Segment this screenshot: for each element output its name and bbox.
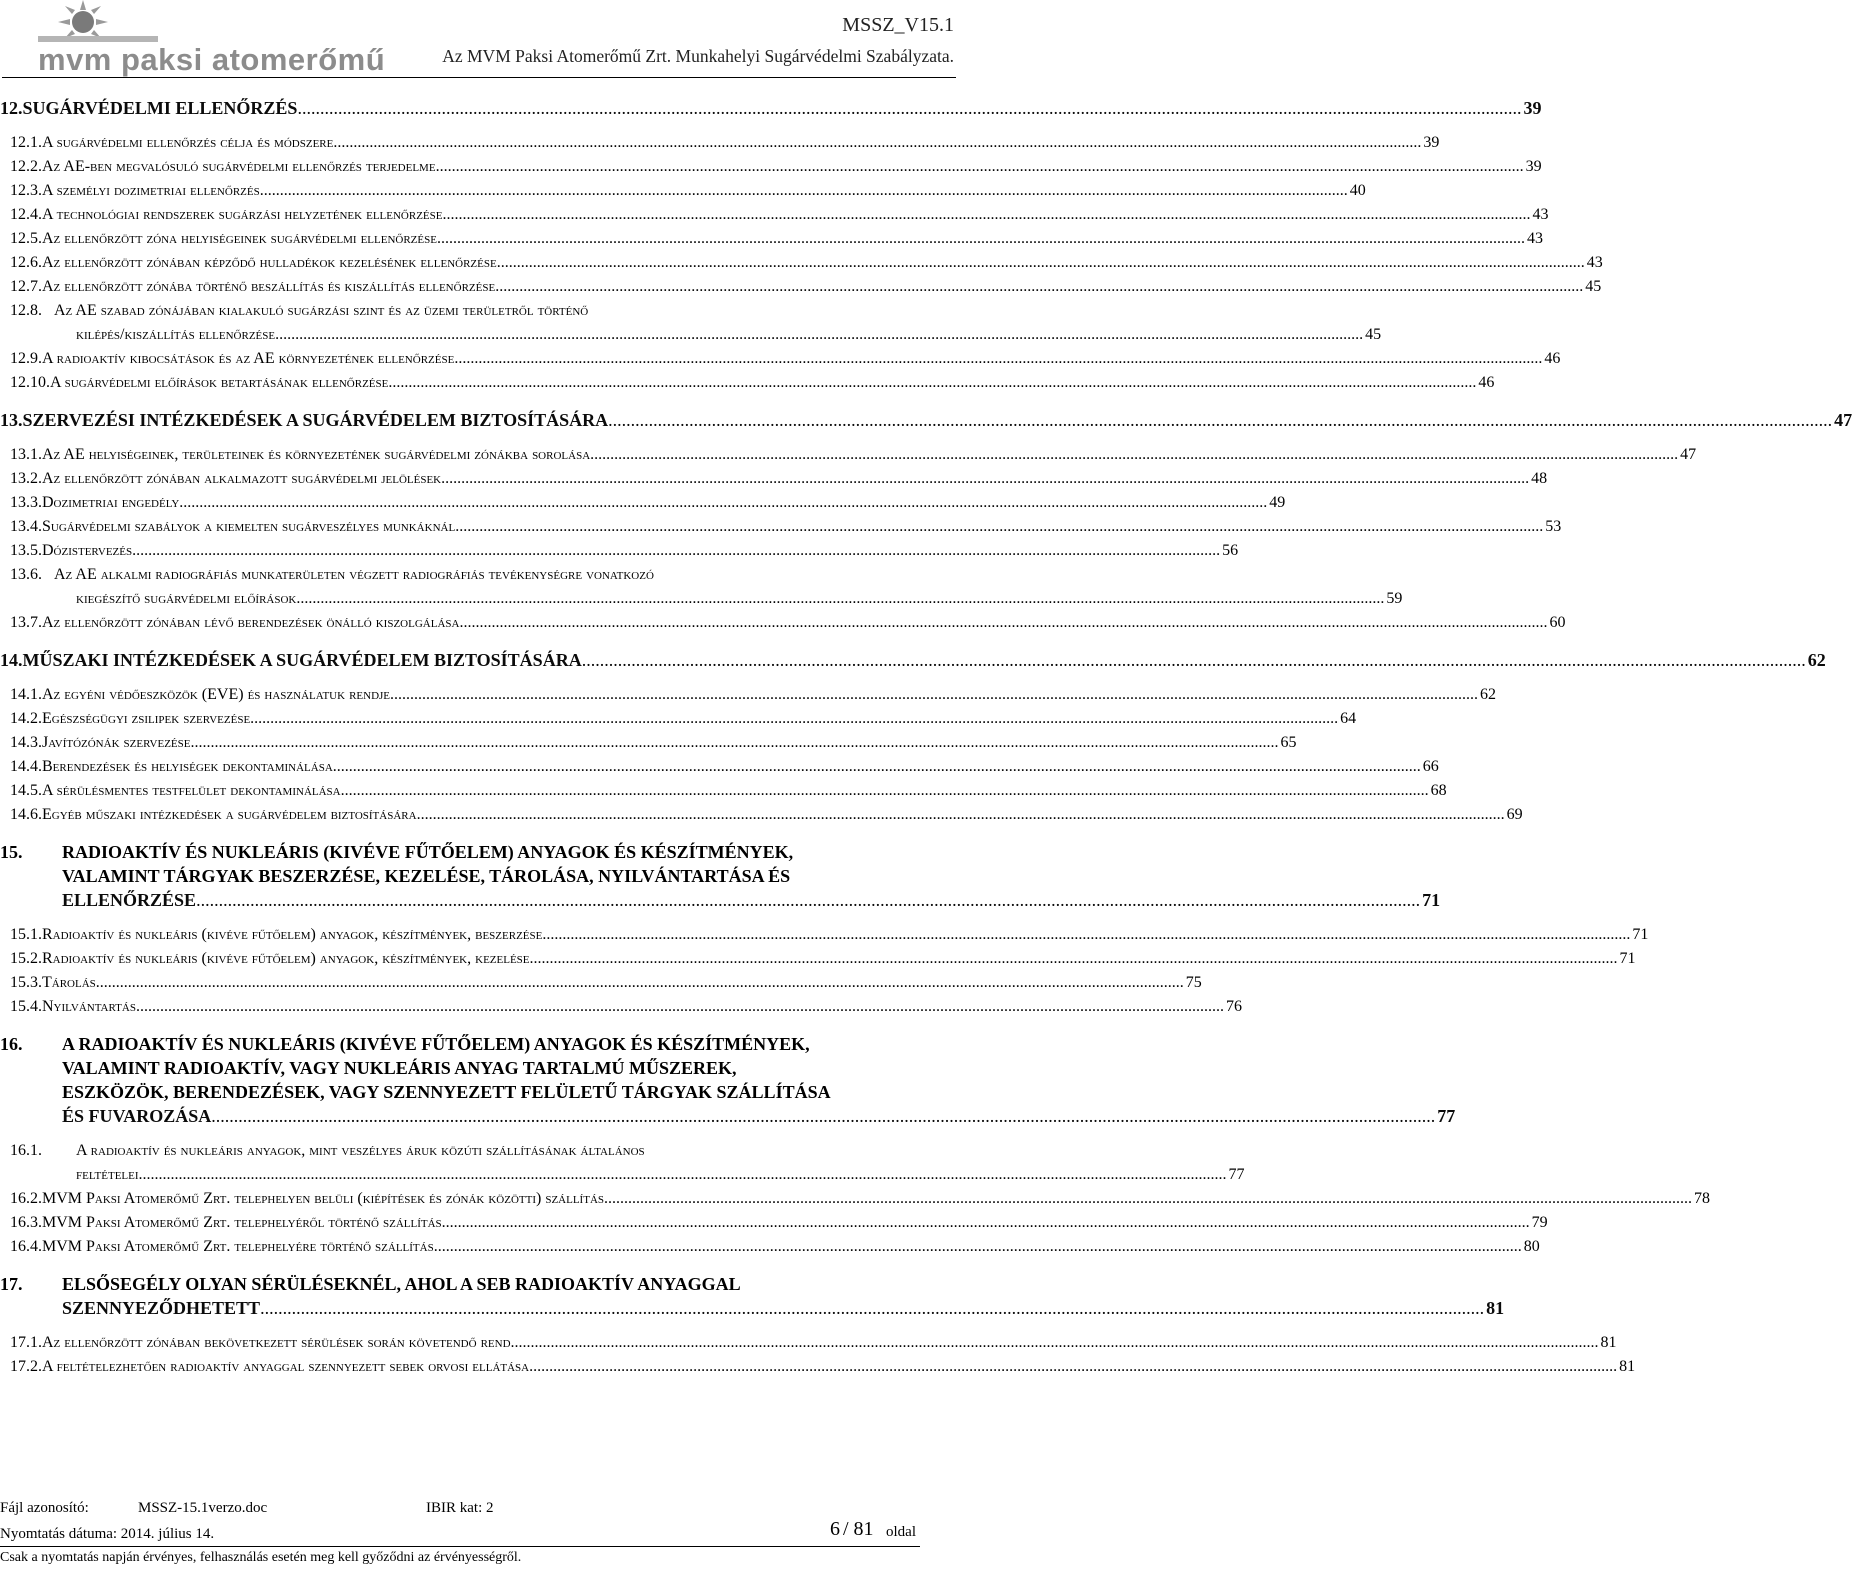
toc-title: Az AE-ben megvalósuló sugárvédelmi ellenőrzés terjedelme [42, 158, 436, 175]
toc-page: 79 [1531, 1214, 1548, 1231]
toc-entry-12-5[interactable] [10, 230, 1543, 248]
toc-title: Dozimetriai engedély [42, 494, 180, 511]
file-id-label: Fájl azonosító: [0, 1500, 89, 1516]
toc-page: 78 [1694, 1190, 1710, 1207]
toc-entry-12-6[interactable] [10, 254, 1603, 272]
toc-page: 45 [1365, 326, 1382, 343]
file-id-value: MSSZ-15.1verzo.doc [138, 1500, 268, 1516]
toc-entry-16-line1[interactable] [0, 1034, 810, 1055]
page-current: 6 [830, 1518, 840, 1540]
toc-leader [590, 446, 1678, 464]
toc-leader [442, 1214, 1530, 1232]
toc-number: 14. [0, 650, 23, 670]
toc-entry-13-1[interactable] [10, 446, 1697, 464]
toc-page: 76 [1225, 998, 1242, 1015]
toc-page: 81 [1600, 1334, 1617, 1351]
toc-entry-15-3[interactable] [10, 974, 1202, 992]
toc-entry-13-3[interactable] [10, 494, 1286, 512]
footer-divider [0, 1546, 920, 1547]
toc-entry-12-2[interactable] [10, 158, 1542, 176]
toc-entry-17-2[interactable] [10, 1358, 1636, 1376]
toc-leader [542, 926, 1630, 944]
toc-title: Berendezések és helyiségek dekontaminálása [42, 758, 333, 775]
toc-leader [390, 686, 1478, 704]
toc-leader [459, 614, 1547, 632]
toc-entry-17-1[interactable] [10, 1334, 1617, 1352]
toc-page: 64 [1340, 710, 1357, 727]
toc-page: 68 [1430, 782, 1447, 799]
toc-leader [434, 1238, 1522, 1256]
toc-leader [333, 758, 1421, 776]
toc-leader [179, 494, 1267, 512]
toc-entry-13-2[interactable] [10, 470, 1548, 488]
toc-number: 13.5. [10, 542, 42, 559]
toc-page: 56 [1222, 542, 1239, 559]
toc-number: 15.1. [10, 926, 42, 943]
toc-page: 75 [1185, 974, 1202, 991]
toc-leader [442, 206, 1530, 224]
toc-title: A sérülésmentes testfelület dekontaminálása [42, 782, 341, 799]
toc-page: 81 [1619, 1358, 1636, 1375]
toc-entry-14-5[interactable] [10, 782, 1447, 800]
toc-number: 17. [0, 1274, 23, 1294]
logo-wordmark: mvm paksi atomerőmű [38, 42, 386, 77]
toc-page: 80 [1523, 1238, 1540, 1255]
toc-title: Az ellenőrzött zóna helyiségeinek sugárvédelmi ellenőrzése [42, 230, 437, 247]
toc-title: Javítózónák szervezése [42, 734, 191, 751]
toc-entry-14-6[interactable] [10, 806, 1523, 824]
toc-leader [132, 542, 1220, 560]
toc-leader [388, 374, 1476, 392]
toc-title: Nyilvántartás [42, 998, 136, 1015]
toc-number: 12.6. [10, 254, 42, 271]
toc-entry-14[interactable] [0, 650, 1826, 671]
toc-page: 62 [1807, 650, 1826, 670]
toc-title-continued: ÉS FUVAROZÁSA [62, 1106, 212, 1126]
toc-title: A feltételezhetően radioaktív anyaggal szennyezett sebek orvosi ellátása [42, 1358, 530, 1375]
toc-number: 16.2. [10, 1190, 42, 1207]
toc-title: Az ellenőrzött zónában bekövetkezett sérülések során követendő rend [42, 1334, 511, 1351]
toc-page: 66 [1422, 758, 1439, 775]
toc-leader [297, 98, 1521, 119]
toc-page: 71 [1619, 950, 1636, 967]
toc-leader [260, 182, 1348, 200]
toc-number: 15. [0, 842, 23, 862]
toc-entry-16-1-line2[interactable] [76, 1166, 1245, 1184]
toc-entry-12-8-line2[interactable] [76, 326, 1382, 344]
toc-number: 13.4. [10, 518, 42, 535]
toc-page: 47 [1834, 410, 1852, 430]
toc-leader [139, 1166, 1227, 1184]
toc-entry-13-7[interactable] [10, 614, 1566, 632]
toc-number: 12.9. [10, 350, 42, 367]
toc-page: 39 [1525, 158, 1542, 175]
toc-title: SZERVEZÉSI INTÉZKEDÉSEK A SUGÁRVÉDELEM BIZTOSÍTÁSÁRA [22, 410, 609, 430]
toc-entry-14-2[interactable] [10, 710, 1357, 728]
toc-page: 65 [1280, 734, 1297, 751]
toc-number: 14.1. [10, 686, 42, 703]
toc-title: Az ellenőrzött zónában képződő hulladékok kezelésének ellenőrzése [42, 254, 497, 271]
toc-title-continued: kiegészítő sugárvédelmi előírások [76, 590, 297, 607]
toc-number: 13.1. [10, 446, 42, 463]
toc-number: 12.7. [10, 278, 42, 295]
toc-number: 13.6. [10, 566, 42, 583]
toc-title: Tárolás [42, 974, 96, 991]
toc-leader [455, 518, 1543, 536]
toc-leader [190, 734, 1278, 752]
toc-entry-15-1[interactable] [10, 926, 1649, 944]
toc-title: ELSŐSEGÉLY OLYAN SÉRÜLÉSEKNÉL, AHOL A SEB RADIOAKTÍV ANYAGGAL [62, 1274, 741, 1294]
toc-leader [454, 350, 1542, 368]
toc-leader [604, 1190, 1692, 1208]
toc-title: A sugárvédelmi ellenőrzés célja és módszere [42, 134, 334, 151]
toc-entry-15-line1[interactable] [0, 842, 793, 863]
toc-entry-15-line3[interactable] [62, 890, 1441, 911]
toc-number: 15.2. [10, 950, 42, 967]
toc-page: 69 [1506, 806, 1523, 823]
page-total: / 81 [843, 1518, 874, 1540]
toc-entry-16-3[interactable] [10, 1214, 1548, 1232]
toc-number: 13.7. [10, 614, 42, 631]
toc-number: 16.3. [10, 1214, 42, 1231]
toc-title: Sugárvédelmi szabályok a kiemelten sugárveszélyes munkáknál [42, 518, 456, 535]
toc-leader [529, 1358, 1617, 1376]
toc-number: 16. [0, 1034, 23, 1054]
toc-page: 47 [1680, 446, 1697, 463]
toc-leader [333, 134, 1421, 152]
toc-title: Az ellenőrzött zónába történő beszállítás és kiszállítás ellenőrzése [42, 278, 496, 295]
toc-leader [296, 590, 1384, 608]
toc-number: 14.6. [10, 806, 42, 823]
toc-number: 12.8. [10, 302, 42, 319]
toc-title: MVM Paksi Atomerőmű Zrt. telephelyére történő szállítás [42, 1238, 434, 1255]
toc-title: Radioaktív és nukleáris (kivéve fűtőelem) anyagok, készítmények, kezelése [42, 950, 530, 967]
toc-entry-13[interactable] [0, 410, 1852, 431]
toc-entry-15-2[interactable] [10, 950, 1636, 968]
toc-page: 81 [1486, 1298, 1505, 1318]
toc-entry-16-line4[interactable] [62, 1106, 1456, 1127]
toc-page: 53 [1545, 518, 1562, 535]
toc-leader [96, 974, 1184, 992]
toc-entry-12-9[interactable] [10, 350, 1561, 368]
toc-number: 15.4. [10, 998, 42, 1015]
toc-entry-15-4[interactable] [10, 998, 1242, 1016]
toc-page: 45 [1585, 278, 1602, 295]
toc-entry-16-line3: ESZKÖZÖK, BERENDEZÉSEK, VAGY SZENNYEZETT FELÜLETŰ TÁRGYAK SZÁLLÍTÁSA [62, 1082, 831, 1102]
toc-leader [437, 230, 1525, 248]
document-id: MSSZ_V15.1 [842, 14, 954, 36]
toc-title: MVM Paksi Atomerőmű Zrt. telephelyéről történő szállítás [42, 1214, 442, 1231]
toc-number: 15.3. [10, 974, 42, 991]
toc-entry-13-6-line2[interactable] [76, 590, 1403, 608]
toc-page: 71 [1422, 890, 1441, 910]
toc-leader [436, 158, 1524, 176]
toc-title: RADIOAKTÍV ÉS NUKLEÁRIS (KIVÉVE FŰTŐELEM) ANYAGOK ÉS KÉSZÍTMÉNYEK, [62, 842, 794, 862]
toc-entry-12-4[interactable] [10, 206, 1549, 224]
toc-entry-14-3[interactable] [10, 734, 1297, 752]
toc-title: Radioaktív és nukleáris (kivéve fűtőelem) anyagok, készítmények, beszerzése [42, 926, 543, 943]
toc-number: 12.3. [10, 182, 42, 199]
toc-title: Dózistervezés [42, 542, 133, 559]
toc-number: 12.4. [10, 206, 42, 223]
toc-entry-17-line2[interactable] [62, 1298, 1505, 1319]
toc-page: 49 [1269, 494, 1286, 511]
toc-entry-17-line1[interactable] [0, 1274, 741, 1295]
toc-entry-14-1[interactable] [10, 686, 1497, 704]
toc-number: 14.4. [10, 758, 42, 775]
toc-entry-12-10[interactable] [10, 374, 1495, 392]
toc-number: 12.5. [10, 230, 42, 247]
toc-page: 48 [1531, 470, 1548, 487]
toc-title: A radioaktív kibocsátások és az AE környezetének ellenőrzése [42, 350, 455, 367]
toc-entry-16-line2: VALAMINT RADIOAKTÍV, VAGY NUKLEÁRIS ANYAG TARTALMÚ MŰSZEREK, [62, 1058, 737, 1078]
toc-entry-13-4[interactable] [10, 518, 1562, 536]
toc-title-continued: kilépés/kiszállítás ellenőrzése [76, 326, 276, 343]
toc-page: 77 [1437, 1106, 1456, 1126]
toc-page: 59 [1386, 590, 1403, 607]
toc-entry-12-8-line1[interactable] [10, 302, 588, 320]
toc-entry-16-4[interactable] [10, 1238, 1540, 1256]
toc-leader [275, 326, 1363, 344]
toc-entry-15-line2: VALAMINT TÁRGYAK BESZERZÉSE, KEZELÉSE, TÁROLÁSA, NYILVÁNTARTÁSA ÉS [62, 866, 791, 886]
toc-leader [582, 650, 1806, 671]
toc-entry-12-1[interactable] [10, 134, 1440, 152]
toc-leader [136, 998, 1224, 1016]
toc-title: Az ellenőrzött zónában lévő berendezések önálló kiszolgálása [42, 614, 460, 631]
toc-leader [250, 710, 1338, 728]
toc-number: 14.5. [10, 782, 42, 799]
toc-page: 40 [1349, 182, 1366, 199]
toc-leader [497, 254, 1585, 272]
print-date: Nyomtatás dátuma: 2014. július 14. [0, 1526, 215, 1542]
toc-title: Az AE alkalmi radiográfiás munkaterületen végzett radiográfiás tevékenységre vonatkozó [54, 566, 654, 583]
toc-leader [511, 1334, 1599, 1352]
toc-title: Az ellenőrzött zónában alkalmazott sugárvédelmi jelölések [42, 470, 442, 487]
toc-page: 39 [1523, 98, 1542, 118]
toc-leader [441, 470, 1529, 488]
toc-page: 39 [1423, 134, 1440, 151]
toc-number: 12.2. [10, 158, 42, 175]
toc-page: 43 [1532, 206, 1549, 223]
toc-title: A RADIOAKTÍV ÉS NUKLEÁRIS (KIVÉVE FŰTŐELEM) ANYAGOK ÉS KÉSZÍTMÉNYEK, [62, 1034, 810, 1054]
toc-title-continued: feltételei [76, 1166, 139, 1183]
toc-title: Egészségügyi zsilipek szervezése [42, 710, 251, 727]
toc-entry-13-6-line1[interactable] [10, 566, 654, 584]
toc-page: 77 [1228, 1166, 1245, 1183]
toc-entry-12[interactable] [0, 98, 1542, 119]
document-subtitle: Az MVM Paksi Atomerőmű Zrt. Munkahelyi Sugárvédelmi Szabályzata. [442, 46, 954, 66]
toc-title: Az egyéni védőeszközök (EVE) és használatuk rendje [42, 686, 391, 703]
toc-leader [341, 782, 1429, 800]
toc-title: A radioaktív és nukleáris anyagok, mint veszélyes áruk közúti szállításának általános [76, 1142, 645, 1159]
toc-entry-16-1-line1[interactable] [10, 1142, 645, 1160]
toc-number: 14.2. [10, 710, 42, 727]
toc-title: A sugárvédelmi előírások betartásának ellenőrzése [50, 374, 389, 391]
toc-page: 71 [1632, 926, 1649, 943]
toc-title-continued: ELLENŐRZÉSE [62, 890, 197, 910]
toc-title: MVM Paksi Atomerőmű Zrt. telephelyen belüli (kiépítések és zónák közötti) szállítás [42, 1190, 604, 1207]
toc-leader [608, 410, 1832, 431]
toc-title: Az AE helyiségeinek, területeinek és környezetének sugárvédelmi zónákba sorolása [42, 446, 591, 463]
toc-entry-13-5[interactable] [10, 542, 1239, 560]
toc-page: 62 [1480, 686, 1497, 703]
toc-title: A személyi dozimetriai ellenőrzés [42, 182, 260, 199]
toc-title: SUGÁRVÉDELMI ELLENŐRZÉS [22, 98, 298, 118]
toc-title: Az AE szabad zónájában kialakuló sugárzási szint és az üzemi területről történő [54, 302, 589, 319]
toc-number: 17.1. [10, 1334, 42, 1351]
toc-entry-12-3[interactable] [10, 182, 1366, 200]
toc-page: 46 [1478, 374, 1495, 391]
toc-number: 13.2. [10, 470, 42, 487]
page-word: oldal [886, 1524, 916, 1540]
toc-number: 13. [0, 410, 23, 430]
ibir-category: IBIR kat: 2 [426, 1500, 494, 1516]
toc-number: 16.4. [10, 1238, 42, 1255]
toc-number: 12.10. [10, 374, 50, 391]
toc-leader [211, 1106, 1435, 1127]
toc-page: 60 [1549, 614, 1566, 631]
toc-title: Egyéb műszaki intézkedések a sugárvédelem biztosítására [42, 806, 417, 823]
toc-leader [530, 950, 1618, 968]
toc-leader [260, 1298, 1484, 1319]
toc-number: 12.1. [10, 134, 42, 151]
toc-title: A technológiai rendszerek sugárzási helyzetének ellenőrzése [42, 206, 443, 223]
toc-number: 14.3. [10, 734, 42, 751]
toc-title-continued: SZENNYEZŐDHETETT [62, 1298, 261, 1318]
toc-number: 16.1. [10, 1142, 42, 1159]
toc-leader [417, 806, 1505, 824]
toc-page: 43 [1586, 254, 1603, 271]
toc-number: 17.2. [10, 1358, 42, 1375]
toc-entry-16-2[interactable] [10, 1190, 1710, 1208]
toc-entry-14-4[interactable] [10, 758, 1439, 776]
toc-number: 12. [0, 98, 23, 118]
toc-leader [495, 278, 1583, 296]
toc-page: 43 [1526, 230, 1543, 247]
toc-entry-12-7[interactable] [10, 278, 1602, 296]
toc-number: 13.3. [10, 494, 42, 511]
validity-notice: Csak a nyomtatás napján érvényes, felhasználás esetén meg kell győződni az érvényességről. [0, 1550, 522, 1565]
toc-page: 46 [1544, 350, 1561, 367]
header-divider [2, 77, 956, 78]
toc-title: MŰSZAKI INTÉZKEDÉSEK A SUGÁRVÉDELEM BIZTOSÍTÁSÁRA [22, 650, 582, 670]
toc-leader [196, 890, 1420, 911]
